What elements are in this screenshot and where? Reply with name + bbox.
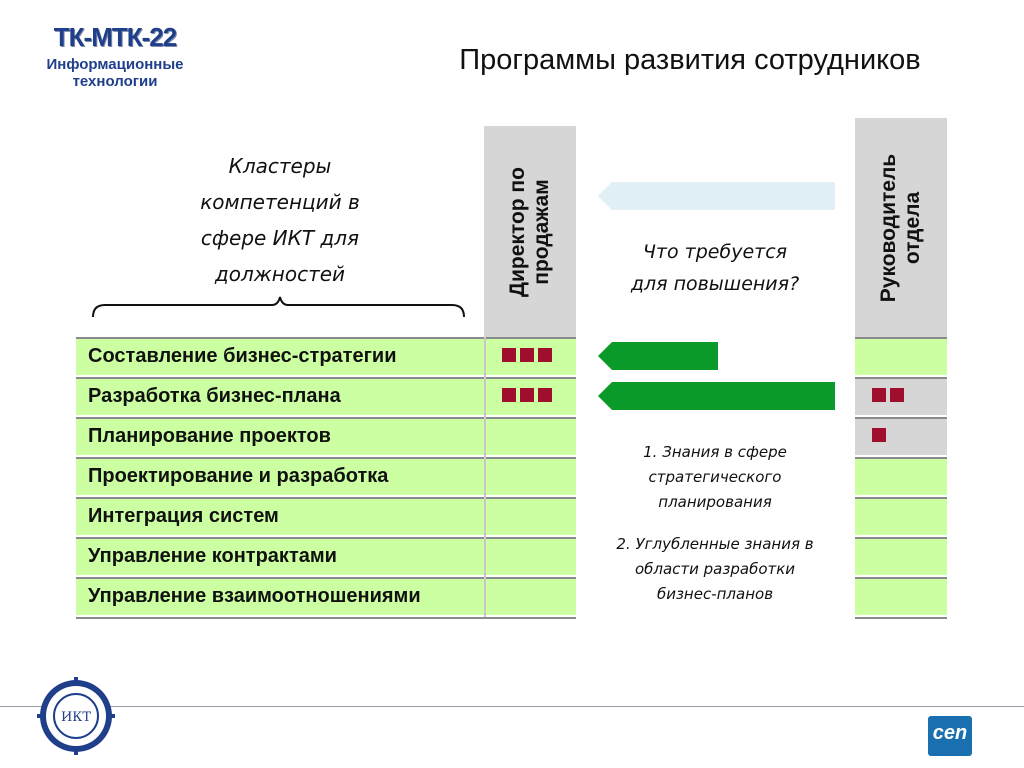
head-level-squares — [872, 428, 886, 442]
cell-divider — [484, 497, 486, 537]
table-row — [76, 577, 576, 615]
column-header-head-label — [877, 154, 925, 302]
column-header-head-line: Руководитель — [877, 153, 900, 303]
requirement-line: бизнес-планов — [656, 585, 774, 603]
requirement-line: стратегического — [648, 468, 782, 486]
column-header-head-line: отдела — [901, 191, 924, 265]
promotion-question-line: для повышения? — [630, 273, 800, 295]
ikt-seal-text: ИКТ — [60, 710, 92, 725]
head-column-bottom-border — [855, 617, 947, 619]
head-level-squares — [872, 388, 904, 402]
logo-title: ТК-МТК-22 — [53, 22, 177, 52]
table-row — [76, 417, 576, 455]
arrow-left-long-icon — [598, 382, 838, 410]
table-row — [76, 497, 576, 535]
table-row — [76, 337, 576, 375]
column-header-director-label — [506, 167, 554, 297]
level-square-icon — [520, 348, 534, 362]
row-label: Планирование проектов — [88, 425, 331, 447]
row-label: Проектирование и разработка — [88, 465, 389, 487]
level-square-icon — [872, 428, 886, 442]
cell-divider — [484, 377, 486, 417]
head-cell — [855, 577, 947, 615]
table-bottom-border — [76, 617, 576, 619]
requirement-line: 2. Углубленные знания в — [616, 535, 814, 553]
column-header-director-line: Директор по — [506, 167, 529, 297]
ikt-seal-icon — [36, 676, 116, 756]
clusters-heading — [160, 148, 400, 292]
page-title: Программы развития сотрудников — [459, 44, 921, 76]
level-square-icon — [538, 388, 552, 402]
cell-divider — [484, 337, 486, 377]
clusters-heading-line: компетенций в — [200, 190, 360, 214]
table-row — [76, 457, 576, 495]
level-square-icon — [872, 388, 886, 402]
promotion-question — [590, 236, 840, 300]
promotion-question-line: Что требуется — [642, 241, 788, 263]
table-row — [76, 537, 576, 575]
row-label: Разработка бизнес-плана — [88, 385, 341, 407]
column-header-head — [855, 118, 947, 338]
clusters-heading-line: Кластеры — [228, 154, 332, 178]
requirement-line: 1. Знания в сфере — [643, 443, 787, 461]
cell-divider — [484, 537, 486, 577]
cen-logo — [928, 716, 972, 756]
director-level-squares — [502, 388, 552, 402]
logo-subtitle-line1: Информационные — [46, 56, 184, 73]
head-cell — [855, 497, 947, 535]
level-square-icon — [502, 388, 516, 402]
clusters-heading-line: сфере ИКТ для — [200, 226, 360, 250]
row-label: Интеграция систем — [88, 505, 279, 527]
column-header-director-line: продажам — [530, 179, 553, 285]
curly-brace-icon — [90, 295, 470, 321]
cen-logo-text: cen — [932, 722, 968, 744]
requirement-2 — [590, 532, 840, 607]
requirement-1 — [590, 440, 840, 515]
head-cell — [855, 537, 947, 575]
logo-subtitle-line2: технологии — [72, 73, 158, 90]
cell-divider — [484, 577, 486, 617]
row-label: Составление бизнес-стратегии — [88, 345, 397, 367]
director-level-squares — [502, 348, 552, 362]
level-square-icon — [520, 388, 534, 402]
cell-divider — [484, 417, 486, 457]
level-square-icon — [890, 388, 904, 402]
cell-divider — [484, 457, 486, 497]
head-cell — [855, 417, 947, 455]
requirement-line: области разработки — [634, 560, 796, 578]
row-label: Управление взаимоотношениями — [88, 585, 421, 607]
head-cell — [855, 337, 947, 375]
row-label: Управление контрактами — [88, 545, 337, 567]
arrow-left-short-icon — [598, 342, 720, 370]
level-square-icon — [502, 348, 516, 362]
footer-divider — [0, 706, 1024, 707]
arrow-left-light-icon — [598, 182, 838, 210]
head-cell — [855, 457, 947, 495]
logo-subtitle — [20, 56, 210, 90]
level-square-icon — [538, 348, 552, 362]
requirement-line: планирования — [658, 493, 772, 511]
table-row — [76, 377, 576, 415]
column-header-director — [484, 126, 576, 338]
clusters-heading-line: должностей — [214, 262, 346, 286]
